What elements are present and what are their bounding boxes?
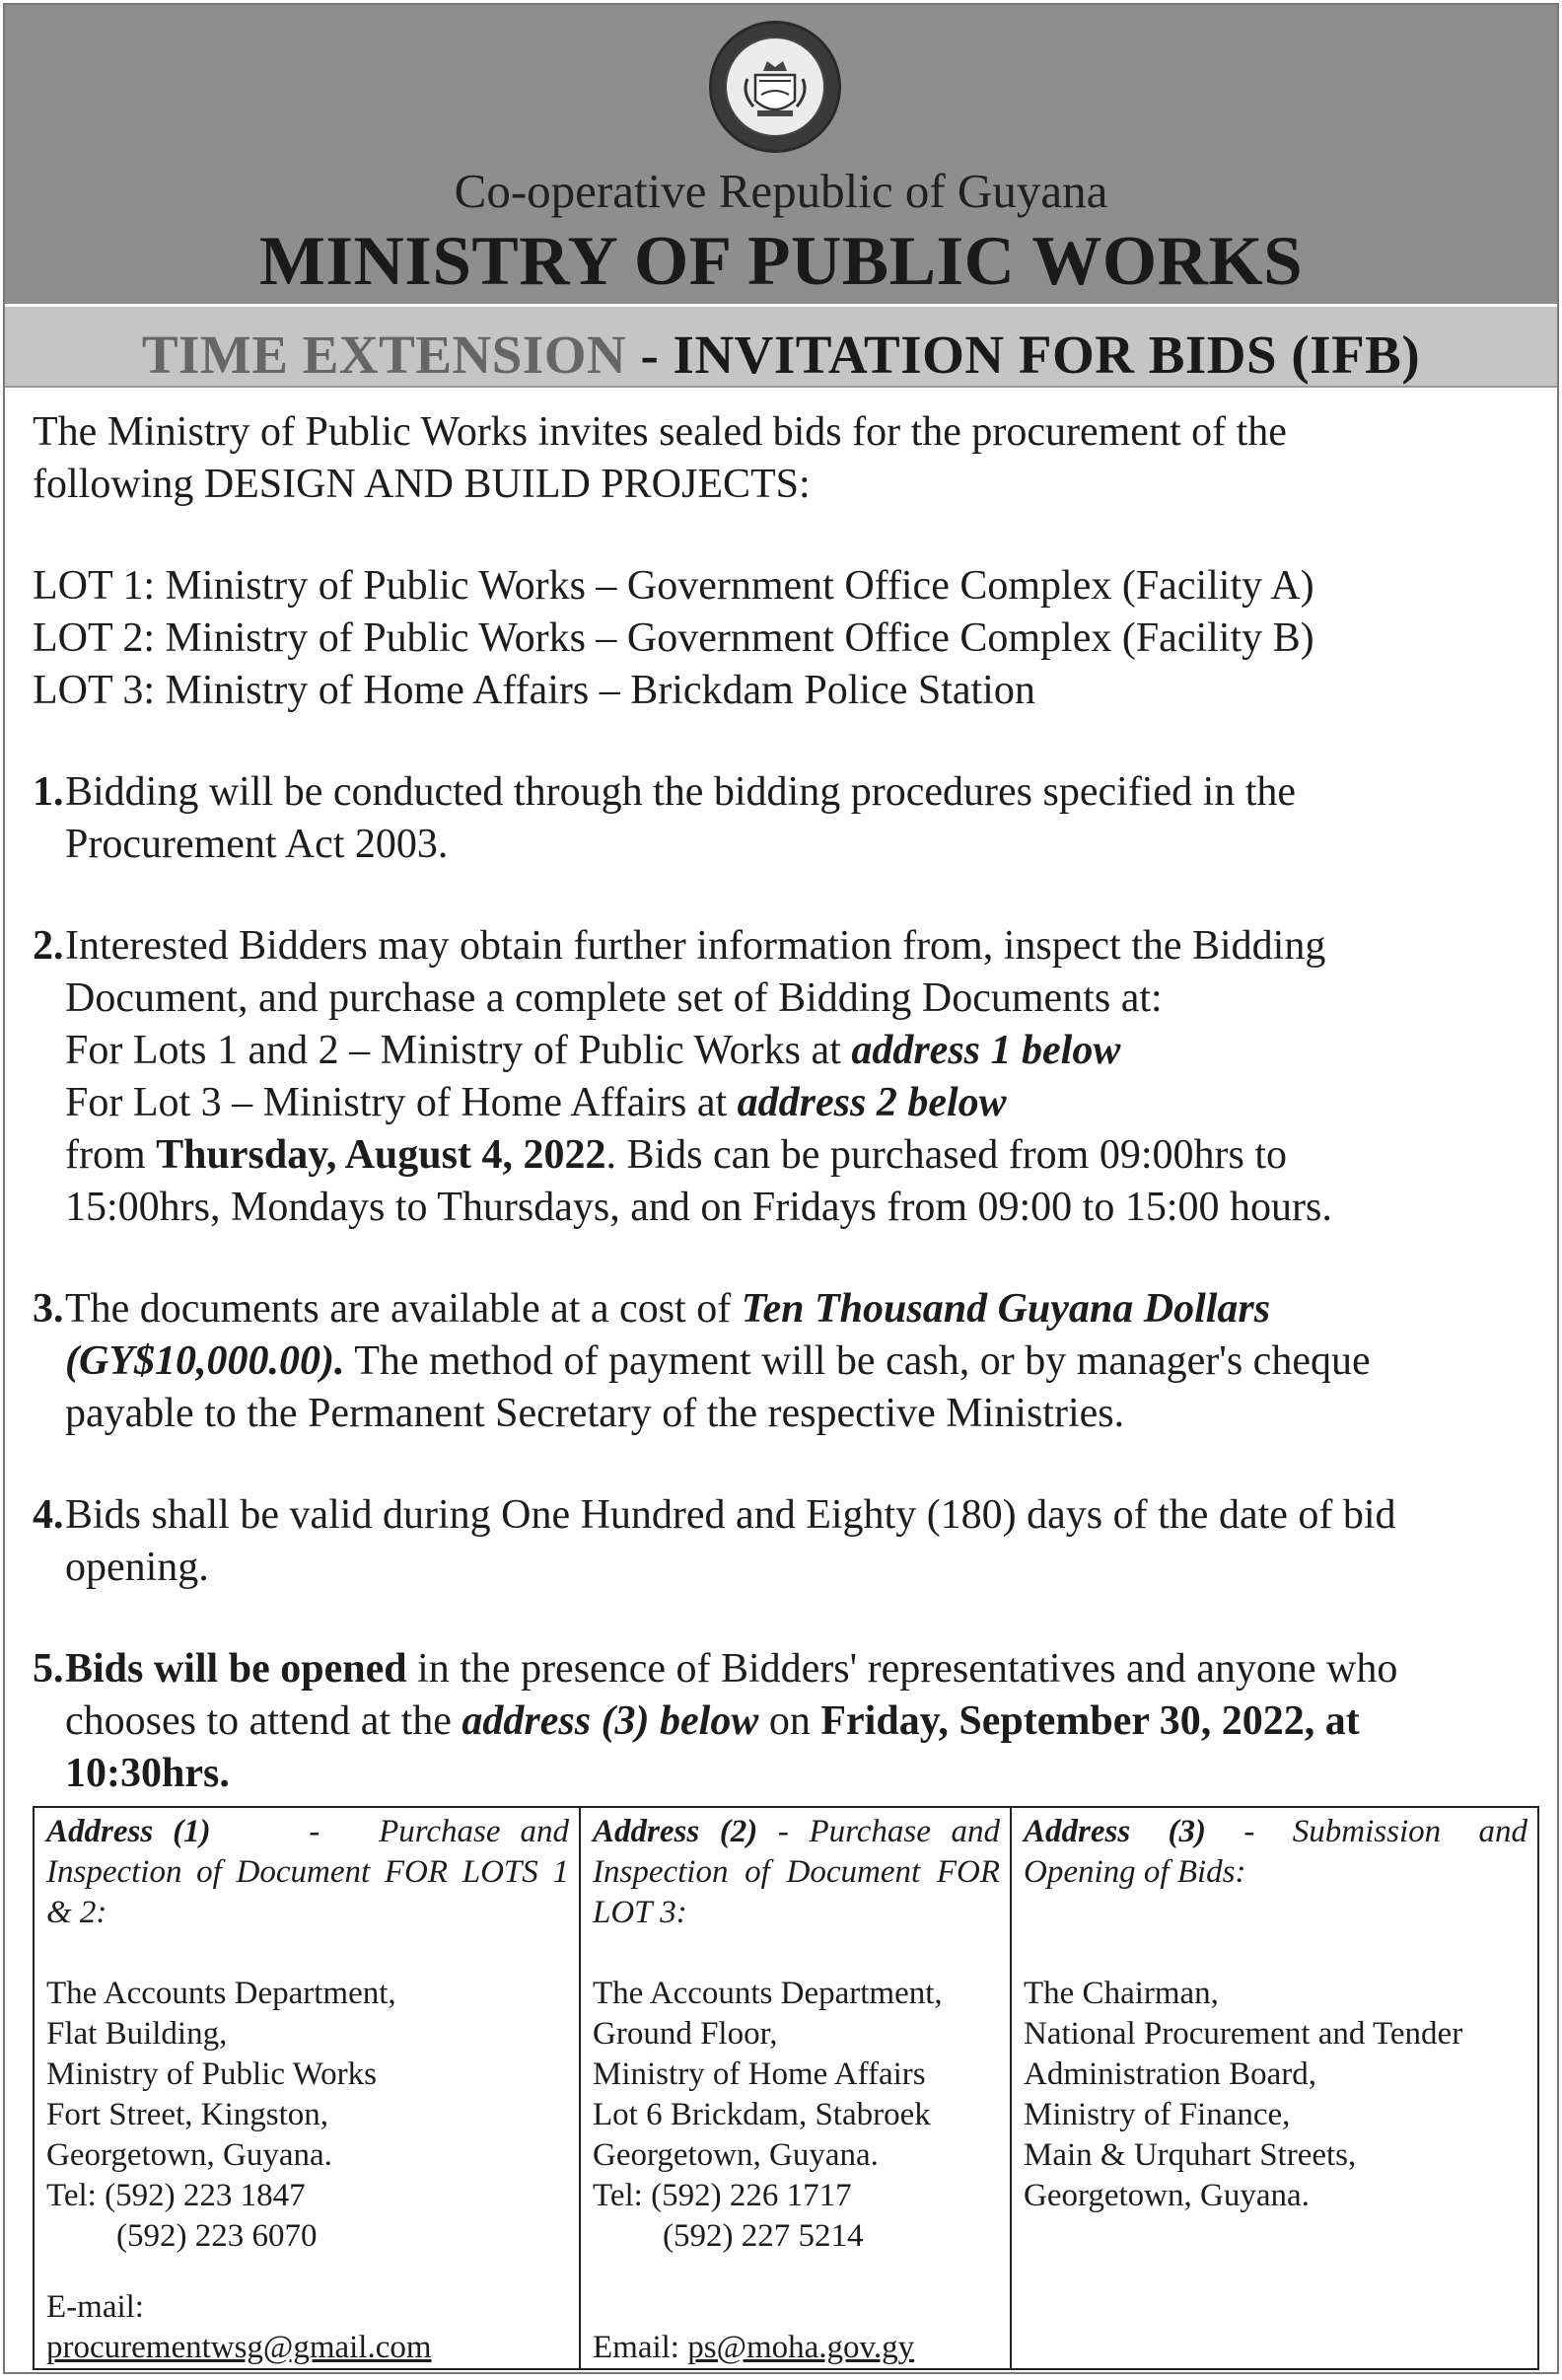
clause-text: Document, and purchase a complete set of Bidding Documents at: bbox=[65, 975, 1163, 1021]
address-line: Tel: (592) 226 1717 bbox=[593, 2178, 852, 2213]
clause-number: 4. bbox=[33, 1492, 64, 1538]
address-3-heading: Address (3) - Submission and Opening of Bids: bbox=[1024, 1814, 1527, 1890]
clause-number: 1. bbox=[33, 769, 64, 815]
notice-body bbox=[33, 406, 1541, 1800]
email-label: Email: bbox=[593, 2330, 688, 2365]
lot-item: LOT 3: Ministry of Home Affairs – Brickdam Police Station bbox=[33, 668, 1035, 713]
address-line: Lot 6 Brickdam, Stabroek bbox=[593, 2097, 931, 2132]
clause-text: 15:00hrs, Mondays to Thursdays, and on Fridays from 09:00 to 15:00 hours. bbox=[65, 1185, 1332, 1230]
address-line: (592) 223 6070 bbox=[116, 2218, 318, 2254]
clause-number: 2. bbox=[33, 923, 64, 969]
address-line: Fort Street, Kingston, bbox=[46, 2097, 328, 2132]
intro-line: following DESIGN AND BUILD PROJECTS: bbox=[33, 462, 811, 507]
clause-text: opening. bbox=[65, 1545, 209, 1590]
email-link[interactable]: ps@moha.gov.gy bbox=[687, 2330, 915, 2365]
clause-text: The documents are available at a cost of Ten Thousand Guyana Dollars bbox=[65, 1286, 1271, 1332]
address-line: Georgetown, Guyana. bbox=[46, 2137, 332, 2173]
clause-number: 3. bbox=[33, 1286, 64, 1332]
address-line: Georgetown, Guyana. bbox=[593, 2137, 879, 2173]
address-line: National Procurement and Tender bbox=[1024, 2016, 1463, 2052]
ministry-title: MINISTRY OF PUBLIC WORKS bbox=[258, 223, 1304, 300]
email-block bbox=[46, 2287, 432, 2368]
address-line: Ministry of Home Affairs bbox=[593, 2056, 926, 2092]
ministry-seal-icon bbox=[709, 21, 841, 153]
header bbox=[5, 5, 1557, 304]
address-line: Flat Building, bbox=[46, 2016, 228, 2052]
clause-number: 5. bbox=[33, 1646, 64, 1692]
address-1-heading: Address (1) - Purchase and Inspection of Document FOR LOTS 1 & 2: bbox=[46, 1814, 569, 1930]
banner-ifb-title: - INVITATION FOR BIDS (IFB) bbox=[626, 325, 1421, 385]
country-name: Co-operative Republic of Guyana bbox=[454, 164, 1108, 218]
clause-5 bbox=[33, 1643, 1541, 1800]
email-label: E-mail: bbox=[46, 2289, 144, 2325]
address-line: Ground Floor, bbox=[593, 2016, 778, 2052]
address-line: Administration Board, bbox=[1024, 2056, 1316, 2092]
address-table bbox=[33, 1806, 1539, 2370]
email-block bbox=[593, 2328, 914, 2368]
clause-text: Bidding will be conducted through the bidding procedures specified in the bbox=[65, 769, 1297, 815]
address-2-heading: Address (2) - Purchase and Inspection of Document FOR LOT 3: bbox=[593, 1814, 1000, 1930]
clause-text: Bids shall be valid during One Hundred and Eighty (180) days of the date of bid bbox=[65, 1492, 1396, 1538]
clause-text: (GY$10,000.00). The method of payment will be cash, or by manager's cheque bbox=[65, 1338, 1371, 1384]
clause-4 bbox=[33, 1489, 1541, 1594]
clause-text: For Lots 1 and 2 – Ministry of Public Works at address 1 below bbox=[65, 1028, 1121, 1073]
banner-time-extension: TIME EXTENSION bbox=[141, 325, 627, 385]
lot-item: LOT 1: Ministry of Public Works – Government Office Complex (Facility A) bbox=[33, 563, 1314, 609]
clause-text: from Thursday, August 4, 2022. Bids can be purchased from 09:00hrs to bbox=[65, 1132, 1288, 1178]
address-line: The Accounts Department, bbox=[46, 1976, 396, 2011]
intro-line: The Ministry of Public Works invites sealed bids for the procurement of the bbox=[33, 409, 1287, 455]
title-banner bbox=[5, 304, 1557, 388]
address-line: Georgetown, Guyana. bbox=[1024, 2178, 1310, 2213]
clause-3 bbox=[33, 1283, 1541, 1440]
address-3-column bbox=[1012, 1808, 1537, 2368]
clause-text: For Lot 3 – Ministry of Home Affairs at address 2 below bbox=[65, 1080, 1007, 1125]
clause-2 bbox=[33, 920, 1541, 1234]
address-line: Tel: (592) 223 1847 bbox=[46, 2178, 306, 2213]
advertisement bbox=[3, 3, 1559, 2374]
clause-1 bbox=[33, 766, 1541, 871]
clause-text: chooses to attend at the address (3) below on Friday, September 30, 2022, at bbox=[65, 1698, 1360, 1744]
address-line: Ministry of Finance, bbox=[1024, 2097, 1291, 2132]
lot-item: LOT 2: Ministry of Public Works – Government Office Complex (Facility B) bbox=[33, 615, 1314, 661]
email-link[interactable]: procurementwsg@gmail.com bbox=[46, 2330, 432, 2365]
clause-text: Procurement Act 2003. bbox=[65, 822, 449, 867]
address-2-column bbox=[581, 1808, 1012, 2368]
address-line: The Accounts Department, bbox=[593, 1976, 943, 2011]
clause-text: Bids will be opened in the presence of Bidders' representatives and anyone who bbox=[65, 1646, 1398, 1692]
clause-text: 10:30hrs. bbox=[65, 1751, 230, 1796]
clause-text: Interested Bidders may obtain further information from, inspect the Bidding bbox=[65, 923, 1326, 969]
address-line: Ministry of Public Works bbox=[46, 2056, 377, 2092]
address-line: Main & Urquhart Streets, bbox=[1024, 2137, 1357, 2173]
clause-text: payable to the Permanent Secretary of the respective Ministries. bbox=[65, 1391, 1125, 1436]
address-line: (592) 227 5214 bbox=[663, 2218, 864, 2254]
address-line: The Chairman, bbox=[1024, 1976, 1219, 2011]
address-1-column bbox=[35, 1808, 581, 2368]
